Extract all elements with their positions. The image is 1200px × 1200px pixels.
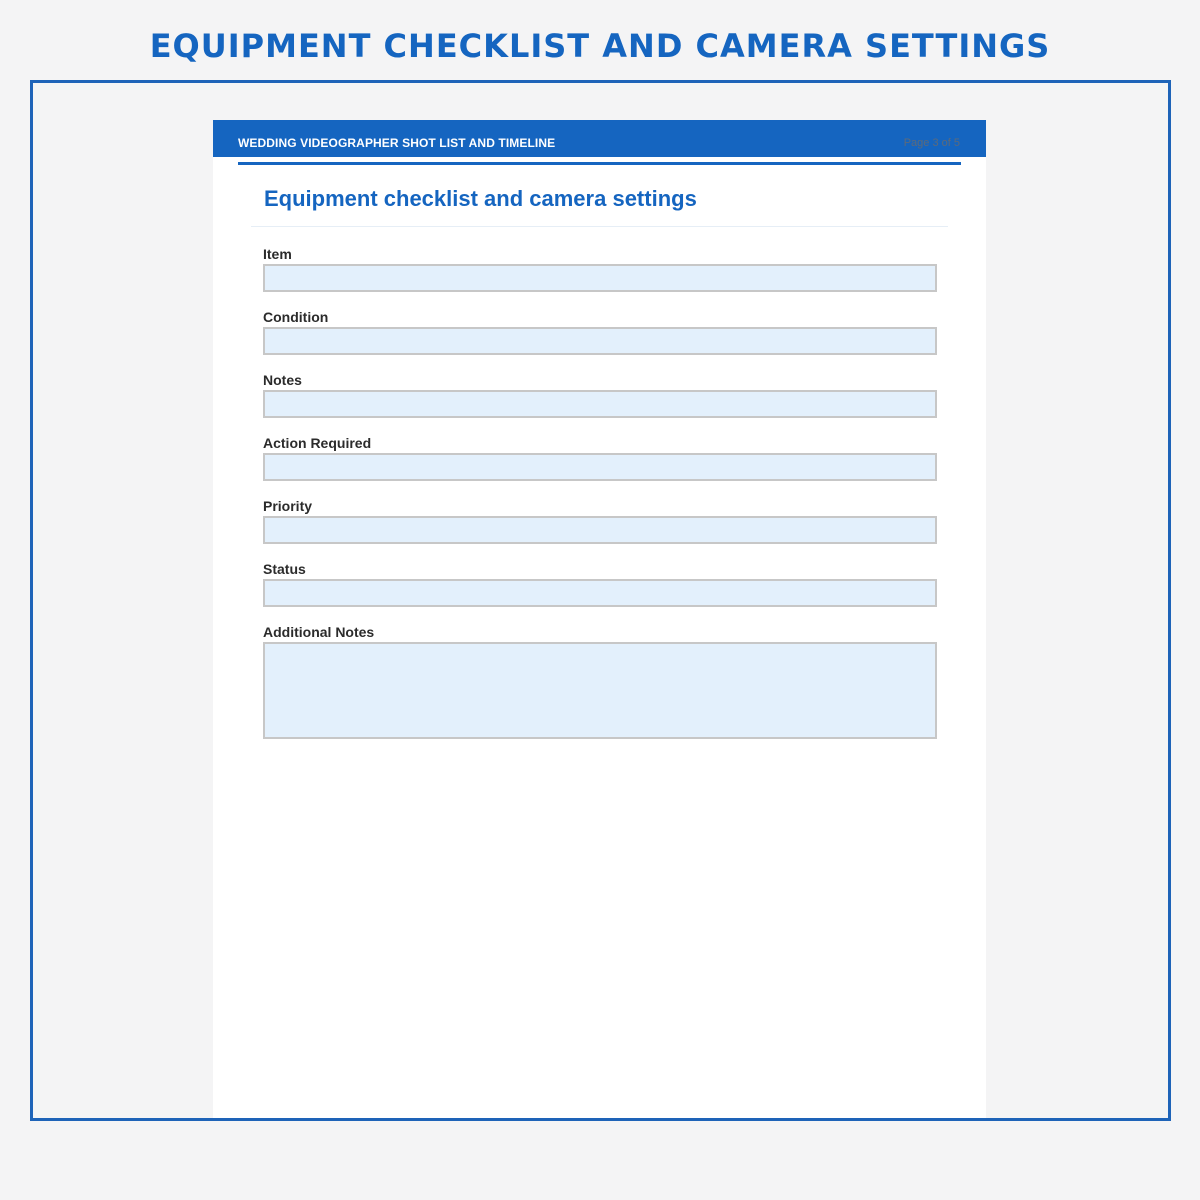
notes-input[interactable] [263, 390, 937, 418]
page-banner-title: EQUIPMENT CHECKLIST AND CAMERA SETTINGS [149, 27, 1051, 65]
priority-label: Priority [263, 498, 313, 514]
status-label: Status [263, 561, 306, 577]
section-title: Equipment checklist and camera settings [264, 186, 697, 211]
field-condition [263, 307, 937, 370]
field-item [263, 244, 937, 307]
action-required-label: Action Required [263, 435, 372, 451]
page-number-indicator: Page 3 of 5 [903, 137, 960, 149]
document-viewer-frame [30, 80, 1171, 1121]
document-header-title: WEDDING VIDEOGRAPHER SHOT LIST AND TIMELINE [238, 136, 556, 150]
priority-input[interactable] [263, 516, 937, 544]
field-additional-notes [263, 622, 937, 685]
status-input[interactable] [263, 579, 937, 607]
action-required-input[interactable] [263, 453, 937, 481]
field-status [263, 559, 937, 622]
page-header-bar [213, 120, 986, 157]
field-notes [263, 370, 937, 433]
field-priority [263, 496, 937, 559]
notes-label: Notes [263, 372, 302, 388]
item-input[interactable] [263, 264, 937, 292]
additional-notes-label: Additional Notes [263, 624, 375, 640]
additional-notes-textarea[interactable] [263, 642, 937, 739]
item-label: Item [263, 246, 292, 262]
form-fields [263, 244, 937, 685]
header-divider [238, 162, 961, 165]
condition-label: Condition [263, 309, 329, 325]
condition-input[interactable] [263, 327, 937, 355]
field-action-required [263, 433, 937, 496]
section-divider [251, 226, 948, 227]
document-page [213, 120, 986, 1120]
